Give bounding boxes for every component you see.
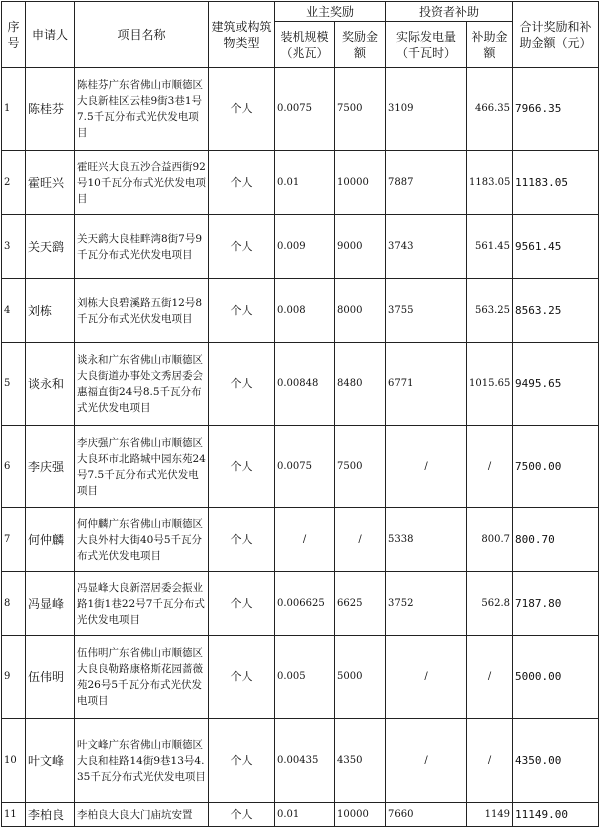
- award-cell: 4350: [335, 719, 386, 803]
- applicant-cell: 叶文峰: [26, 719, 75, 803]
- project-cell: 霍旺兴大良五沙合益西街92号10千瓦分布式光伏发电项目: [75, 151, 209, 215]
- total-cell: 5000.00: [513, 636, 599, 719]
- subsidy-cell: 1015.65: [467, 343, 513, 426]
- type-cell: 个人: [209, 719, 275, 803]
- subsidy-cell: 563.25: [467, 279, 513, 343]
- type-cell: 个人: [209, 803, 275, 827]
- applicant-cell: 伍伟明: [26, 636, 75, 719]
- seq-cell: 3: [2, 215, 26, 279]
- table-row: [2, 279, 599, 343]
- total-cell: 4350.00: [513, 719, 599, 803]
- table-row: [2, 636, 599, 719]
- seq-cell: 10: [2, 719, 26, 803]
- table-row: [2, 572, 599, 636]
- capacity-cell: 0.008: [275, 279, 335, 343]
- seq-cell: 2: [2, 151, 26, 215]
- table-row: [2, 803, 599, 827]
- table-row: [2, 719, 599, 803]
- subsidy-cell: 561.45: [467, 215, 513, 279]
- table-row: [2, 215, 599, 279]
- award-cell: 8480: [335, 343, 386, 426]
- capacity-cell: 0.009: [275, 215, 335, 279]
- applicant-cell: 霍旺兴: [26, 151, 75, 215]
- seq-cell: 11: [2, 803, 26, 827]
- generation-cell: 3109: [386, 68, 467, 151]
- type-cell: 个人: [209, 426, 275, 508]
- total-cell: 8563.25: [513, 279, 599, 343]
- project-cell: 冯显峰大良新滘居委会振业路1街1巷22号7千瓦分布式光伏发电项目: [75, 572, 209, 636]
- generation-cell: 7660: [386, 803, 467, 827]
- seq-cell: 4: [2, 279, 26, 343]
- project-cell: 李庆强广东省佛山市顺德区大良环市北路城中园东苑24号7.5千瓦分布式光伏发电项目: [75, 426, 209, 508]
- type-cell: 个人: [209, 215, 275, 279]
- project-cell: 刘栋大良碧溪路五街12号8千瓦分布式光伏发电项目: [75, 279, 209, 343]
- subsidy-cell: /: [467, 719, 513, 803]
- award-cell: 10000: [335, 803, 386, 827]
- type-cell: 个人: [209, 279, 275, 343]
- total-cell: 800.70: [513, 508, 599, 572]
- header-seq: 序号: [2, 2, 26, 68]
- capacity-cell: /: [275, 508, 335, 572]
- seq-cell: 5: [2, 343, 26, 426]
- type-cell: 个人: [209, 636, 275, 719]
- seq-cell: 6: [2, 426, 26, 508]
- generation-cell: /: [386, 636, 467, 719]
- header-subsidy-amount: 补助金额: [467, 22, 513, 68]
- award-cell: 5000: [335, 636, 386, 719]
- subsidy-cell: /: [467, 636, 513, 719]
- applicant-cell: 何仲麟: [26, 508, 75, 572]
- header-total: 合计奖励和补助金额（元）: [513, 2, 599, 68]
- type-cell: 个人: [209, 343, 275, 426]
- total-cell: 11149.00: [513, 803, 599, 827]
- header-building-type: 建筑或构筑物类型: [209, 2, 275, 68]
- total-cell: 7187.80: [513, 572, 599, 636]
- table-row: [2, 426, 599, 508]
- capacity-cell: 0.01: [275, 151, 335, 215]
- total-cell: 7500.00: [513, 426, 599, 508]
- header-award-amount: 奖励金额: [335, 22, 386, 68]
- project-cell: 叶文峰广东省佛山市顺德区大良和桂路14街9巷13号4.35千瓦分布式光伏发电项目: [75, 719, 209, 803]
- project-cell: 李柏良大良大门庙坑安置: [75, 803, 209, 827]
- capacity-cell: 0.01: [275, 803, 335, 827]
- applicant-cell: 陈桂芬: [26, 68, 75, 151]
- generation-cell: 6771: [386, 343, 467, 426]
- table-row: [2, 508, 599, 572]
- header-project: 项目名称: [75, 2, 209, 68]
- table-row: [2, 151, 599, 215]
- subsidy-cell: 1149: [467, 803, 513, 827]
- subsidy-cell: 562.8: [467, 572, 513, 636]
- seq-cell: 7: [2, 508, 26, 572]
- project-cell: 何仲麟广东省佛山市顺德区大良外村大街40号5千瓦分布式光伏发电项目: [75, 508, 209, 572]
- header-investor-subsidy: 投资者补助: [386, 2, 513, 22]
- capacity-cell: 0.00435: [275, 719, 335, 803]
- header-owner-award: 业主奖励: [275, 2, 386, 22]
- header-capacity: 装机规模（兆瓦）: [275, 22, 335, 68]
- applicant-cell: 谈永和: [26, 343, 75, 426]
- generation-cell: 3755: [386, 279, 467, 343]
- award-cell: 7500: [335, 426, 386, 508]
- header-actual-generation: 实际发电量（千瓦时）: [386, 22, 467, 68]
- award-cell: /: [335, 508, 386, 572]
- project-cell: 谈永和广东省佛山市顺德区大良街道办事处文秀居委会惠福直街24号8.5千瓦分布式光伏发电项目: [75, 343, 209, 426]
- subsidy-cell: 466.35: [467, 68, 513, 151]
- total-cell: 11183.05: [513, 151, 599, 215]
- project-cell: 关天鹞大良桂畔湾8街7号9千瓦分布式光伏发电项目: [75, 215, 209, 279]
- type-cell: 个人: [209, 68, 275, 151]
- generation-cell: /: [386, 426, 467, 508]
- total-cell: 7966.35: [513, 68, 599, 151]
- capacity-cell: 0.005: [275, 636, 335, 719]
- subsidy-cell: /: [467, 426, 513, 508]
- generation-cell: 3752: [386, 572, 467, 636]
- generation-cell: 7887: [386, 151, 467, 215]
- capacity-cell: 0.00848: [275, 343, 335, 426]
- table-row: [2, 68, 599, 151]
- project-cell: 伍伟明广东省佛山市顺德区大良良勒路康格斯花园蔷薇苑26号5千瓦分布式光伏发电项目: [75, 636, 209, 719]
- subsidy-cell: 1183.05: [467, 151, 513, 215]
- award-cell: 7500: [335, 68, 386, 151]
- type-cell: 个人: [209, 572, 275, 636]
- applicant-cell: 李柏良: [26, 803, 75, 827]
- seq-cell: 8: [2, 572, 26, 636]
- applicant-cell: 关天鹞: [26, 215, 75, 279]
- subsidy-cell: 800.7: [467, 508, 513, 572]
- generation-cell: /: [386, 719, 467, 803]
- header-applicant: 申请人: [26, 2, 75, 68]
- table-row: [2, 343, 599, 426]
- seq-cell: 9: [2, 636, 26, 719]
- award-cell: 10000: [335, 151, 386, 215]
- award-cell: 9000: [335, 215, 386, 279]
- applicant-cell: 冯显峰: [26, 572, 75, 636]
- total-cell: 9561.45: [513, 215, 599, 279]
- capacity-cell: 0.006625: [275, 572, 335, 636]
- type-cell: 个人: [209, 151, 275, 215]
- applicant-cell: 刘栋: [26, 279, 75, 343]
- award-cell: 8000: [335, 279, 386, 343]
- seq-cell: 1: [2, 68, 26, 151]
- subsidy-table: [1, 1, 599, 827]
- capacity-cell: 0.0075: [275, 68, 335, 151]
- generation-cell: 3743: [386, 215, 467, 279]
- applicant-cell: 李庆强: [26, 426, 75, 508]
- generation-cell: 5338: [386, 508, 467, 572]
- type-cell: 个人: [209, 508, 275, 572]
- total-cell: 9495.65: [513, 343, 599, 426]
- award-cell: 6625: [335, 572, 386, 636]
- capacity-cell: 0.0075: [275, 426, 335, 508]
- project-cell: 陈桂芬广东省佛山市顺德区大良新桂区云桂9街3巷1号7.5千瓦分布式光伏发电项目: [75, 68, 209, 151]
